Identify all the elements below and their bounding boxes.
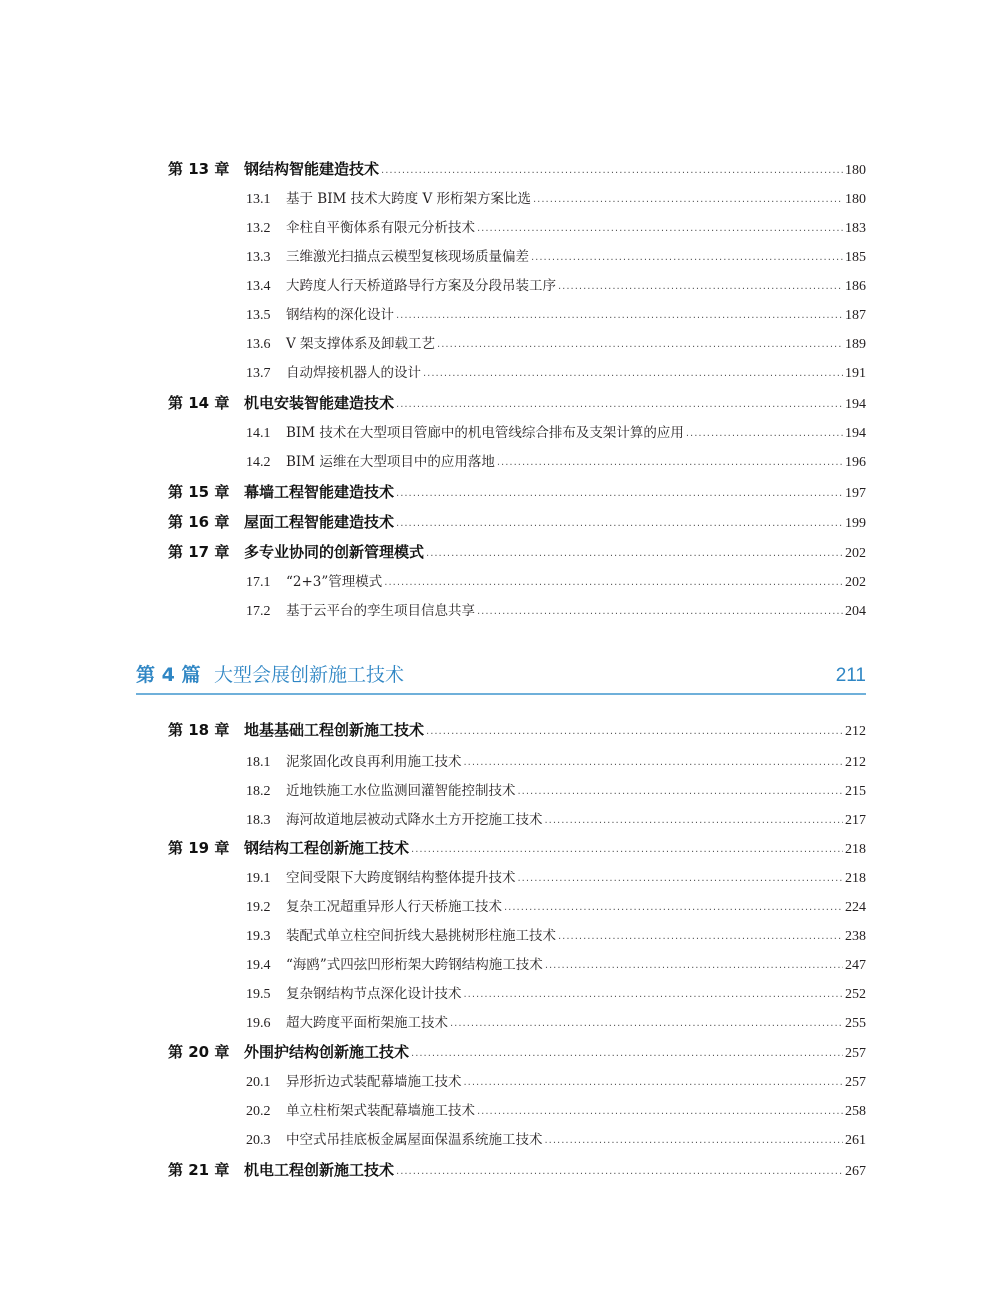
dot-leader: [437, 339, 843, 350]
dot-leader: [545, 1135, 844, 1146]
toc-section-entry[interactable]: [168, 421, 866, 445]
page-number: 238: [845, 929, 866, 944]
part-divider: [136, 693, 866, 695]
page-number: 257: [845, 1046, 866, 1061]
section-number: 13.2: [246, 221, 271, 236]
section-number: 14.1: [246, 426, 271, 441]
page-number: 212: [845, 755, 866, 770]
section-title: “海鸥”式四弦凹形桁架大跨钢结构施工技术: [286, 957, 543, 973]
dot-leader: [396, 1166, 843, 1177]
dot-leader: [545, 815, 844, 826]
chapter-title: 外围护结构创新施工技术: [244, 1043, 410, 1061]
chapter-label: 第 14 章: [168, 394, 230, 412]
toc-section-entry[interactable]: [168, 303, 866, 327]
page-number: 261: [845, 1133, 866, 1148]
dot-leader: [464, 757, 844, 768]
chapter-title: 屋面工程智能建造技术: [244, 513, 395, 531]
page-number: 202: [845, 546, 866, 561]
section-title: 异形折边式装配幕墙施工技术: [286, 1074, 462, 1090]
toc-chapter-entry[interactable]: [168, 1159, 866, 1183]
section-title: 超大跨度平面桁架施工技术: [286, 1015, 448, 1031]
part-heading[interactable]: [136, 660, 866, 690]
page-number: 247: [845, 958, 866, 973]
part-title: 大型会展创新施工技术: [214, 664, 405, 686]
dot-leader: [396, 399, 843, 410]
dot-leader: [426, 726, 843, 737]
toc-section-entry[interactable]: [168, 750, 866, 774]
toc-section-entry[interactable]: [168, 779, 866, 803]
toc-section-entry[interactable]: [168, 332, 866, 356]
dot-leader: [426, 548, 843, 559]
page-number: 199: [845, 516, 866, 531]
dot-leader: [497, 457, 843, 468]
page-number: 197: [845, 486, 866, 501]
section-title: 泥浆固化改良再利用施工技术: [286, 754, 462, 770]
page-number: 217: [845, 813, 866, 828]
toc-chapter-entry[interactable]: [168, 541, 866, 565]
page-number: 204: [845, 604, 866, 619]
page-number: 183: [845, 221, 866, 236]
toc-section-entry[interactable]: [168, 570, 866, 594]
page-number: 212: [845, 724, 866, 739]
page-number: 215: [845, 784, 866, 799]
section-title: V 架支撑体系及卸载工艺: [286, 336, 436, 352]
toc-chapter-entry[interactable]: [168, 511, 866, 535]
chapter-title: 钢结构智能建造技术: [244, 160, 380, 178]
page-number: 202: [845, 575, 866, 590]
section-number: 19.1: [246, 871, 271, 886]
dot-leader: [477, 606, 843, 617]
section-title: 装配式单立柱空间折线大悬挑树形柱施工技术: [286, 928, 556, 944]
section-number: 17.1: [246, 575, 271, 590]
toc-section-entry[interactable]: [168, 274, 866, 298]
dot-leader: [384, 577, 843, 588]
dot-leader: [411, 844, 843, 855]
section-number: 17.2: [246, 604, 271, 619]
chapter-label: 第 19 章: [168, 839, 230, 857]
dot-leader: [381, 165, 843, 176]
section-title: 复杂钢结构节点深化设计技术: [286, 986, 462, 1002]
toc-section-entry[interactable]: [168, 216, 866, 240]
dot-leader: [396, 488, 843, 499]
section-number: 19.4: [246, 958, 271, 973]
toc-section-entry[interactable]: [168, 953, 866, 977]
chapter-label: 第 20 章: [168, 1043, 230, 1061]
section-title: 近地铁施工水位监测回灌智能控制技术: [286, 783, 516, 799]
chapter-label: 第 16 章: [168, 513, 230, 531]
section-title: 复杂工况超重异形人行天桥施工技术: [286, 899, 502, 915]
toc-section-entry[interactable]: [168, 187, 866, 211]
dot-leader: [686, 428, 843, 439]
page-number: 186: [845, 279, 866, 294]
section-title: 空间受限下大跨度钢结构整体提升技术: [286, 870, 516, 886]
section-number: 19.5: [246, 987, 271, 1002]
section-number: 19.6: [246, 1016, 271, 1031]
dot-leader: [518, 873, 844, 884]
chapter-label: 第 18 章: [168, 721, 230, 739]
page-number: 187: [845, 308, 866, 323]
dot-leader: [450, 1018, 843, 1029]
toc-section-entry[interactable]: [168, 808, 866, 832]
page-number: 189: [845, 337, 866, 352]
dot-leader: [531, 252, 843, 263]
dot-leader: [518, 786, 844, 797]
toc-section-entry[interactable]: [168, 924, 866, 948]
dot-leader: [396, 518, 843, 529]
section-number: 18.1: [246, 755, 271, 770]
section-number: 19.2: [246, 900, 271, 915]
page-number: 218: [845, 871, 866, 886]
toc-section-entry[interactable]: [168, 361, 866, 385]
section-number: 18.2: [246, 784, 271, 799]
section-number: 13.5: [246, 308, 271, 323]
dot-leader: [545, 960, 843, 971]
dot-leader: [423, 368, 843, 379]
section-number: 13.7: [246, 366, 271, 381]
page-number: 191: [845, 366, 866, 381]
section-number: 13.3: [246, 250, 271, 265]
page-number: 218: [845, 842, 866, 857]
section-title: 大跨度人行天桥道路导行方案及分段吊装工序: [286, 278, 556, 294]
section-title: 基于云平台的孪生项目信息共享: [286, 603, 475, 619]
page-number: 194: [845, 397, 866, 412]
part-label: 第 4 篇: [136, 664, 201, 686]
section-number: 19.3: [246, 929, 271, 944]
section-title: 单立柱桁架式装配幕墙施工技术: [286, 1103, 475, 1119]
page-number: 180: [845, 192, 866, 207]
chapter-title: 机电工程创新施工技术: [244, 1161, 395, 1179]
toc-section-entry[interactable]: [168, 895, 866, 919]
toc-section-entry[interactable]: [168, 866, 866, 890]
toc-section-entry[interactable]: [168, 450, 866, 474]
dot-leader: [411, 1048, 843, 1059]
chapter-label: 第 15 章: [168, 483, 230, 501]
section-title: 伞柱自平衡体系有限元分析技术: [286, 220, 475, 236]
section-number: 20.2: [246, 1104, 271, 1119]
section-title: 中空式吊挂底板金属屋面保温系统施工技术: [286, 1132, 543, 1148]
toc-section-entry[interactable]: [168, 1070, 866, 1094]
chapter-label: 第 17 章: [168, 543, 230, 561]
section-title: 海河故道地层被动式降水土方开挖施工技术: [286, 812, 543, 828]
page-number: 252: [845, 987, 866, 1002]
toc-section-entry[interactable]: [168, 245, 866, 269]
section-title: 钢结构的深化设计: [286, 307, 394, 323]
page-number: 267: [845, 1164, 866, 1179]
section-number: 13.1: [246, 192, 271, 207]
section-title: 三维激光扫描点云模型复核现场质量偏差: [286, 249, 529, 265]
dot-leader: [558, 281, 843, 292]
toc-section-entry[interactable]: [168, 1011, 866, 1035]
section-number: 18.3: [246, 813, 271, 828]
dot-leader: [464, 989, 844, 1000]
chapter-title: 幕墙工程智能建造技术: [244, 483, 395, 501]
chapter-title: 地基基础工程创新施工技术: [244, 721, 425, 739]
page-number: 196: [845, 455, 866, 470]
page-number: 185: [845, 250, 866, 265]
dot-leader: [477, 223, 843, 234]
dot-leader: [504, 902, 843, 913]
toc-section-entry[interactable]: [168, 599, 866, 623]
page-number: 258: [845, 1104, 866, 1119]
toc-chapter-entry[interactable]: [168, 1041, 866, 1065]
dot-leader: [396, 310, 843, 321]
toc-section-entry[interactable]: [168, 1128, 866, 1152]
chapter-title: 多专业协同的创新管理模式: [244, 543, 425, 561]
dot-leader: [477, 1106, 843, 1117]
section-number: 13.6: [246, 337, 271, 352]
section-number: 14.2: [246, 455, 271, 470]
page-number: 257: [845, 1075, 866, 1090]
chapter-label: 第 13 章: [168, 160, 230, 178]
toc-chapter-entry[interactable]: [168, 158, 866, 182]
section-title: “2+3”管理模式: [286, 574, 383, 590]
section-number: 20.3: [246, 1133, 271, 1148]
page-number: 180: [845, 163, 866, 178]
page-number: 224: [845, 900, 866, 915]
section-number: 13.4: [246, 279, 271, 294]
chapter-title: 机电安装智能建造技术: [244, 394, 395, 412]
dot-leader: [464, 1077, 844, 1088]
chapter-title: 钢结构工程创新施工技术: [244, 839, 410, 857]
toc-chapter-entry[interactable]: [168, 481, 866, 505]
section-title: BIM 运维在大型项目中的应用落地: [286, 454, 495, 470]
toc-section-entry[interactable]: [168, 1099, 866, 1123]
dot-leader: [558, 931, 843, 942]
toc-chapter-entry[interactable]: [168, 719, 866, 743]
toc-chapter-entry[interactable]: [168, 837, 866, 861]
page-number: 194: [845, 426, 866, 441]
toc-section-entry[interactable]: [168, 982, 866, 1006]
section-number: 20.1: [246, 1075, 271, 1090]
chapter-label: 第 21 章: [168, 1161, 230, 1179]
page-number: 255: [845, 1016, 866, 1031]
dot-leader: [533, 194, 843, 205]
toc-chapter-entry[interactable]: [168, 392, 866, 416]
part-page-number: 211: [835, 665, 866, 686]
section-title: 基于 BIM 技术大跨度 V 形桁架方案比选: [286, 191, 531, 207]
section-title: BIM 技术在大型项目管廊中的机电管线综合排布及支架计算的应用: [286, 425, 684, 441]
section-title: 自动焊接机器人的设计: [286, 365, 421, 381]
